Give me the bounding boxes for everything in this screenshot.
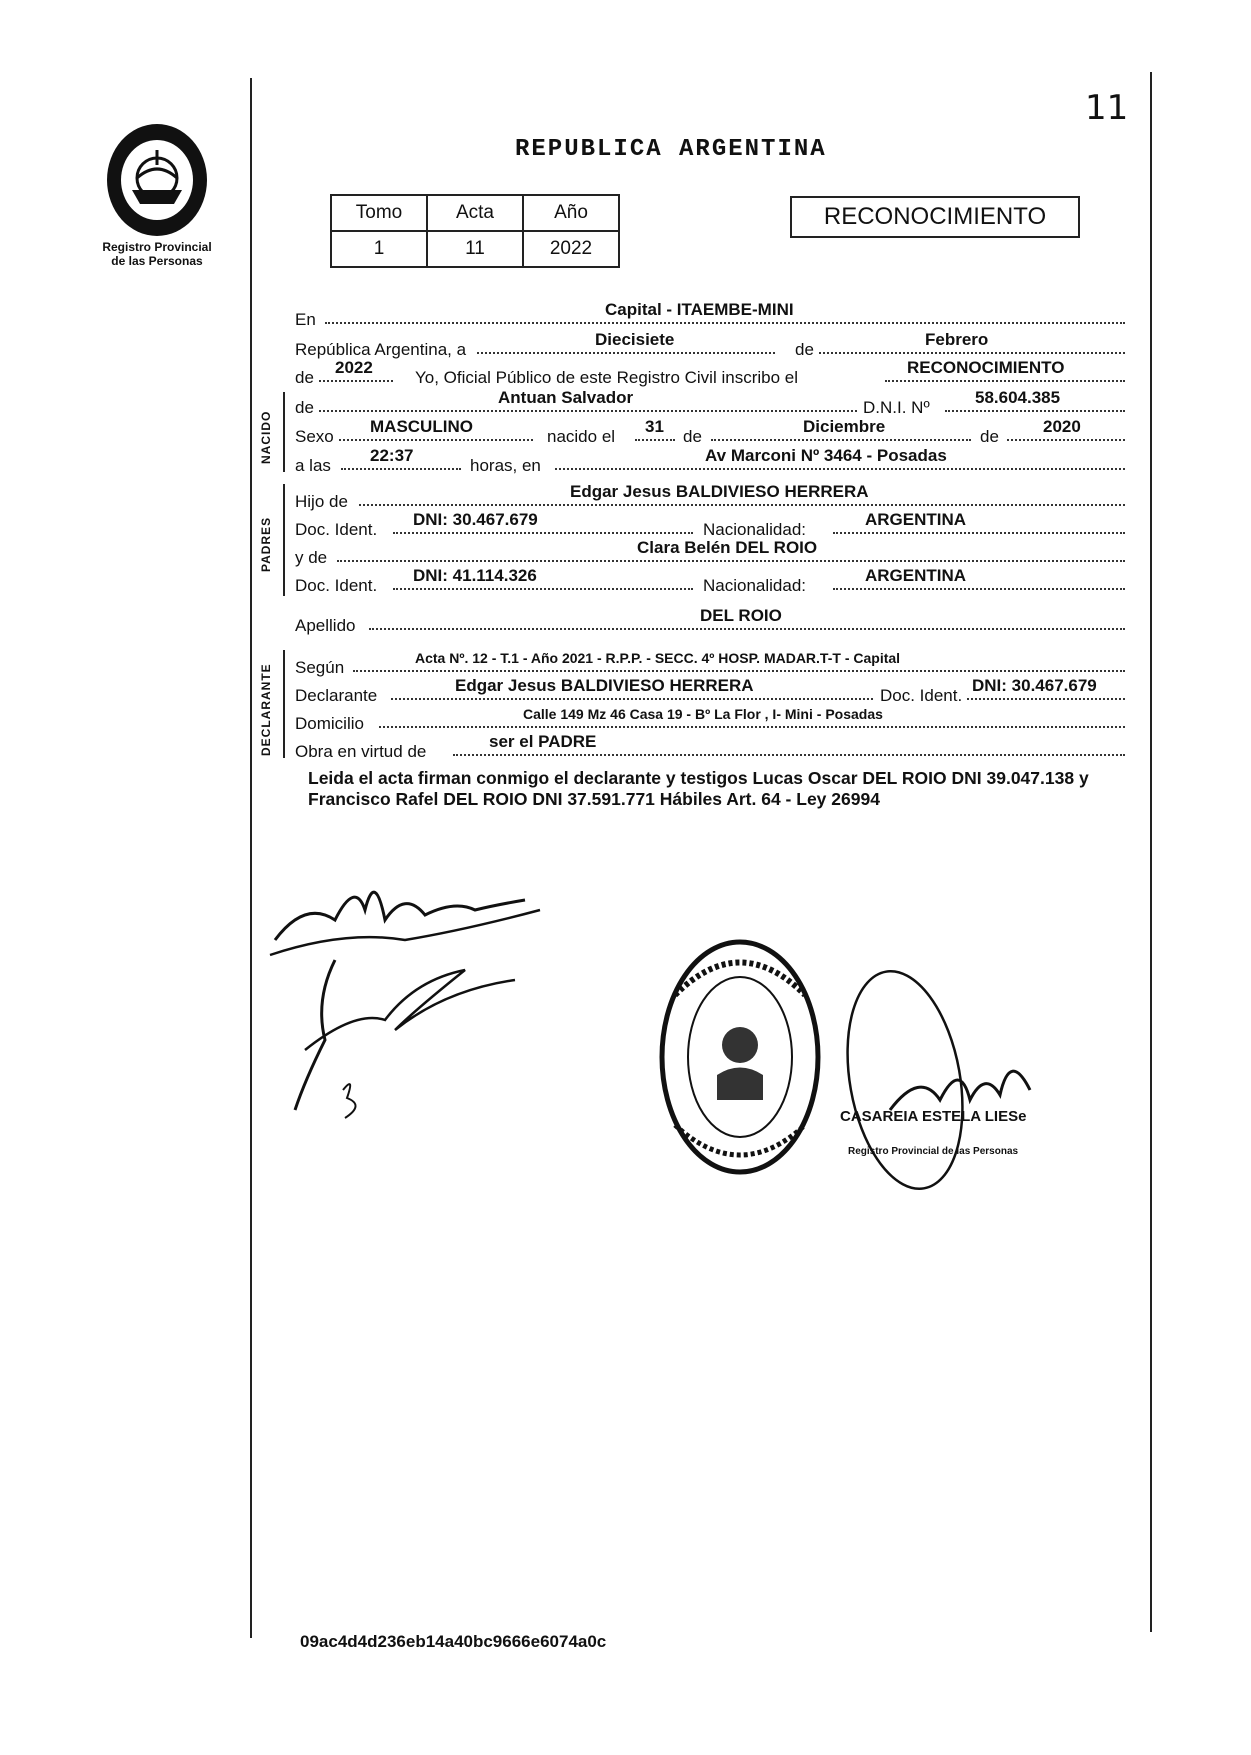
- row-hijo-de: [295, 482, 1127, 513]
- domicilio-value: Calle 149 Mz 46 Casa 19 - Bº La Flor , I- Mini - Posadas: [523, 706, 883, 722]
- header-tomo: Tomo: [331, 195, 427, 231]
- logo-caption-line2: de las Personas: [111, 254, 203, 268]
- sexo-label: Sexo: [295, 427, 334, 446]
- dotted-line: [339, 439, 533, 441]
- doc-label: Doc. Ident.: [295, 576, 378, 595]
- dotted-line: [369, 628, 1125, 630]
- father-doc-value: DNI: 30.467.679: [413, 510, 538, 529]
- dotted-line: [319, 410, 857, 412]
- father-name-value: Edgar Jesus BALDIVIESO HERRERA: [570, 482, 869, 501]
- birth-month-value: Diciembre: [803, 417, 886, 436]
- dotted-line: [1007, 439, 1125, 441]
- value-tomo: 1: [331, 231, 427, 267]
- nacido-section-label: NACIDO: [259, 410, 273, 464]
- dotted-line: [635, 439, 675, 441]
- register-table: [330, 194, 620, 268]
- country-title: REPUBLICA ARGENTINA: [515, 136, 827, 163]
- segun-label: Según: [295, 658, 345, 677]
- child-dni-value: 58.604.385: [975, 388, 1061, 407]
- birth-day-value: 31: [645, 417, 664, 436]
- header-ano: Año: [523, 195, 619, 231]
- en-value: Capital - ITAEMBE-MINI: [605, 300, 794, 319]
- dotted-line: [967, 698, 1125, 700]
- document-hash: 09ac4d4d236eb14a40bc9666e6074a0c: [300, 1632, 607, 1651]
- dotted-line: [393, 532, 693, 534]
- official-name: CASAREIA ESTELA LIESe: [840, 1108, 1027, 1125]
- dotted-line: [393, 588, 693, 590]
- doc-label: Doc. Ident.: [295, 520, 378, 539]
- inscribo-value: RECONOCIMIENTO: [907, 358, 1065, 377]
- document-type-box: RECONOCIMIENTO: [790, 196, 1080, 238]
- closing-statement: Leida el acta firman conmigo el declarante y testigos Lucas Oscar DEL ROIO DNI 39.047.138 y Francisco Rafel DEL ROIO DNI 37.591.771 Hábiles Art. 64 - Ley 26994: [308, 768, 1089, 809]
- dotted-line: [379, 726, 1125, 728]
- row-nacido-name: [295, 388, 1127, 419]
- hijo-label: Hijo de: [295, 492, 348, 511]
- de-label: de: [795, 340, 814, 359]
- dotted-line: [833, 588, 1125, 590]
- obra-value: ser el PADRE: [489, 732, 597, 751]
- logo-caption: [92, 240, 222, 268]
- segun-value: Acta Nº. 12 - T.1 - Año 2021 - R.P.P. - SECC. 4º HOSP. MADAR.T-T - Capital: [415, 650, 901, 666]
- row-mother-doc: [295, 566, 1127, 597]
- official-stamp: [655, 935, 825, 1180]
- dotted-line: [555, 468, 1125, 470]
- de-label: de: [295, 398, 314, 417]
- birth-year-value: 2020: [1043, 417, 1081, 436]
- row-apellido: [295, 606, 1127, 637]
- official-subtitle: Registro Provincial de las Personas: [848, 1146, 1019, 1157]
- row-nacido-hora: [295, 446, 1127, 477]
- dotted-line: [477, 352, 775, 354]
- oficial-text: Yo, Oficial Público de este Registro Civil inscribo el: [415, 368, 798, 387]
- republica-label: República Argentina, a: [295, 340, 467, 359]
- dni-label: D.N.I. Nº: [863, 398, 930, 417]
- declarante-section-label: DECLARANTE: [259, 663, 273, 756]
- padres-section-label: PADRES: [259, 516, 273, 572]
- year-value: 2022: [335, 358, 373, 377]
- dotted-line: [945, 410, 1125, 412]
- row-oficial: [295, 358, 1127, 389]
- mother-nationality-value: ARGENTINA: [865, 566, 967, 585]
- dotted-line: [819, 352, 1125, 354]
- dotted-line: [353, 670, 1125, 672]
- declarante-section-bracket: [283, 650, 285, 758]
- dotted-line: [319, 380, 393, 382]
- doc-label: Doc. Ident.: [880, 686, 963, 705]
- right-margin-line: [1150, 72, 1152, 1632]
- row-segun: [295, 652, 1127, 679]
- declarante-value: Edgar Jesus BALDIVIESO HERRERA: [455, 676, 754, 695]
- father-nationality-value: ARGENTINA: [865, 510, 967, 529]
- dotted-line: [325, 322, 1125, 324]
- de-label: de: [683, 427, 702, 446]
- row-declarante: [295, 676, 1127, 707]
- horas-label: horas, en: [470, 456, 541, 475]
- row-father-doc: [295, 510, 1127, 541]
- dotted-line: [391, 698, 873, 700]
- padres-section-bracket: [283, 484, 285, 596]
- birth-time-value: 22:37: [370, 446, 414, 465]
- dotted-line: [341, 468, 461, 470]
- value-ano: 2022: [523, 231, 619, 267]
- row-republica: [295, 330, 1127, 361]
- left-margin-line: [250, 78, 252, 1638]
- y-de-label: y de: [295, 548, 328, 567]
- dotted-line: [711, 439, 971, 441]
- logo-caption-line1: Registro Provincial: [102, 240, 212, 254]
- row-nacido-sexo: [295, 417, 1127, 448]
- nacido-section-bracket: [283, 392, 285, 472]
- value-acta: 11: [427, 231, 523, 267]
- de-label: de: [980, 427, 999, 446]
- obra-label: Obra en virtud de: [295, 742, 427, 761]
- nacionalidad-label: Nacionalidad:: [703, 576, 807, 595]
- mother-name-value: Clara Belén DEL ROIO: [637, 538, 818, 557]
- dotted-line: [833, 532, 1125, 534]
- a-las-label: a las: [295, 456, 331, 475]
- row-obra: [295, 732, 1127, 763]
- dotted-line: [453, 754, 1125, 756]
- declarante-label: Declarante: [295, 686, 378, 705]
- apellido-value: DEL ROIO: [700, 606, 782, 625]
- child-name-value: Antuan Salvador: [498, 388, 634, 407]
- row-y-de: [295, 538, 1127, 569]
- mother-doc-value: DNI: 41.114.326: [413, 566, 537, 585]
- dotted-line: [885, 380, 1125, 382]
- sexo-value: MASCULINO: [370, 417, 473, 436]
- row-en: [295, 300, 1127, 331]
- dotted-line: [337, 560, 1125, 562]
- birth-place-value: Av Marconi Nº 3464 - Posadas: [705, 446, 947, 465]
- month-value: Febrero: [925, 330, 989, 349]
- dotted-line: [359, 504, 1125, 506]
- domicilio-label: Domicilio: [295, 714, 364, 733]
- header-acta: Acta: [427, 195, 523, 231]
- row-domicilio: [295, 708, 1127, 735]
- day-value: Diecisiete: [595, 330, 675, 349]
- nacionalidad-label: Nacionalidad:: [703, 520, 807, 539]
- official-signature: [830, 960, 1090, 1220]
- declarante-doc-value: DNI: 30.467.679: [972, 676, 1097, 695]
- handwritten-signature-1: [265, 860, 565, 1120]
- de2-label: de: [295, 368, 314, 387]
- nacido-label: nacido el: [547, 427, 616, 446]
- page-number: 11: [1085, 88, 1129, 128]
- provincial-seal-logo: [102, 120, 212, 240]
- en-label: En: [295, 310, 316, 329]
- apellido-label: Apellido: [295, 616, 356, 635]
